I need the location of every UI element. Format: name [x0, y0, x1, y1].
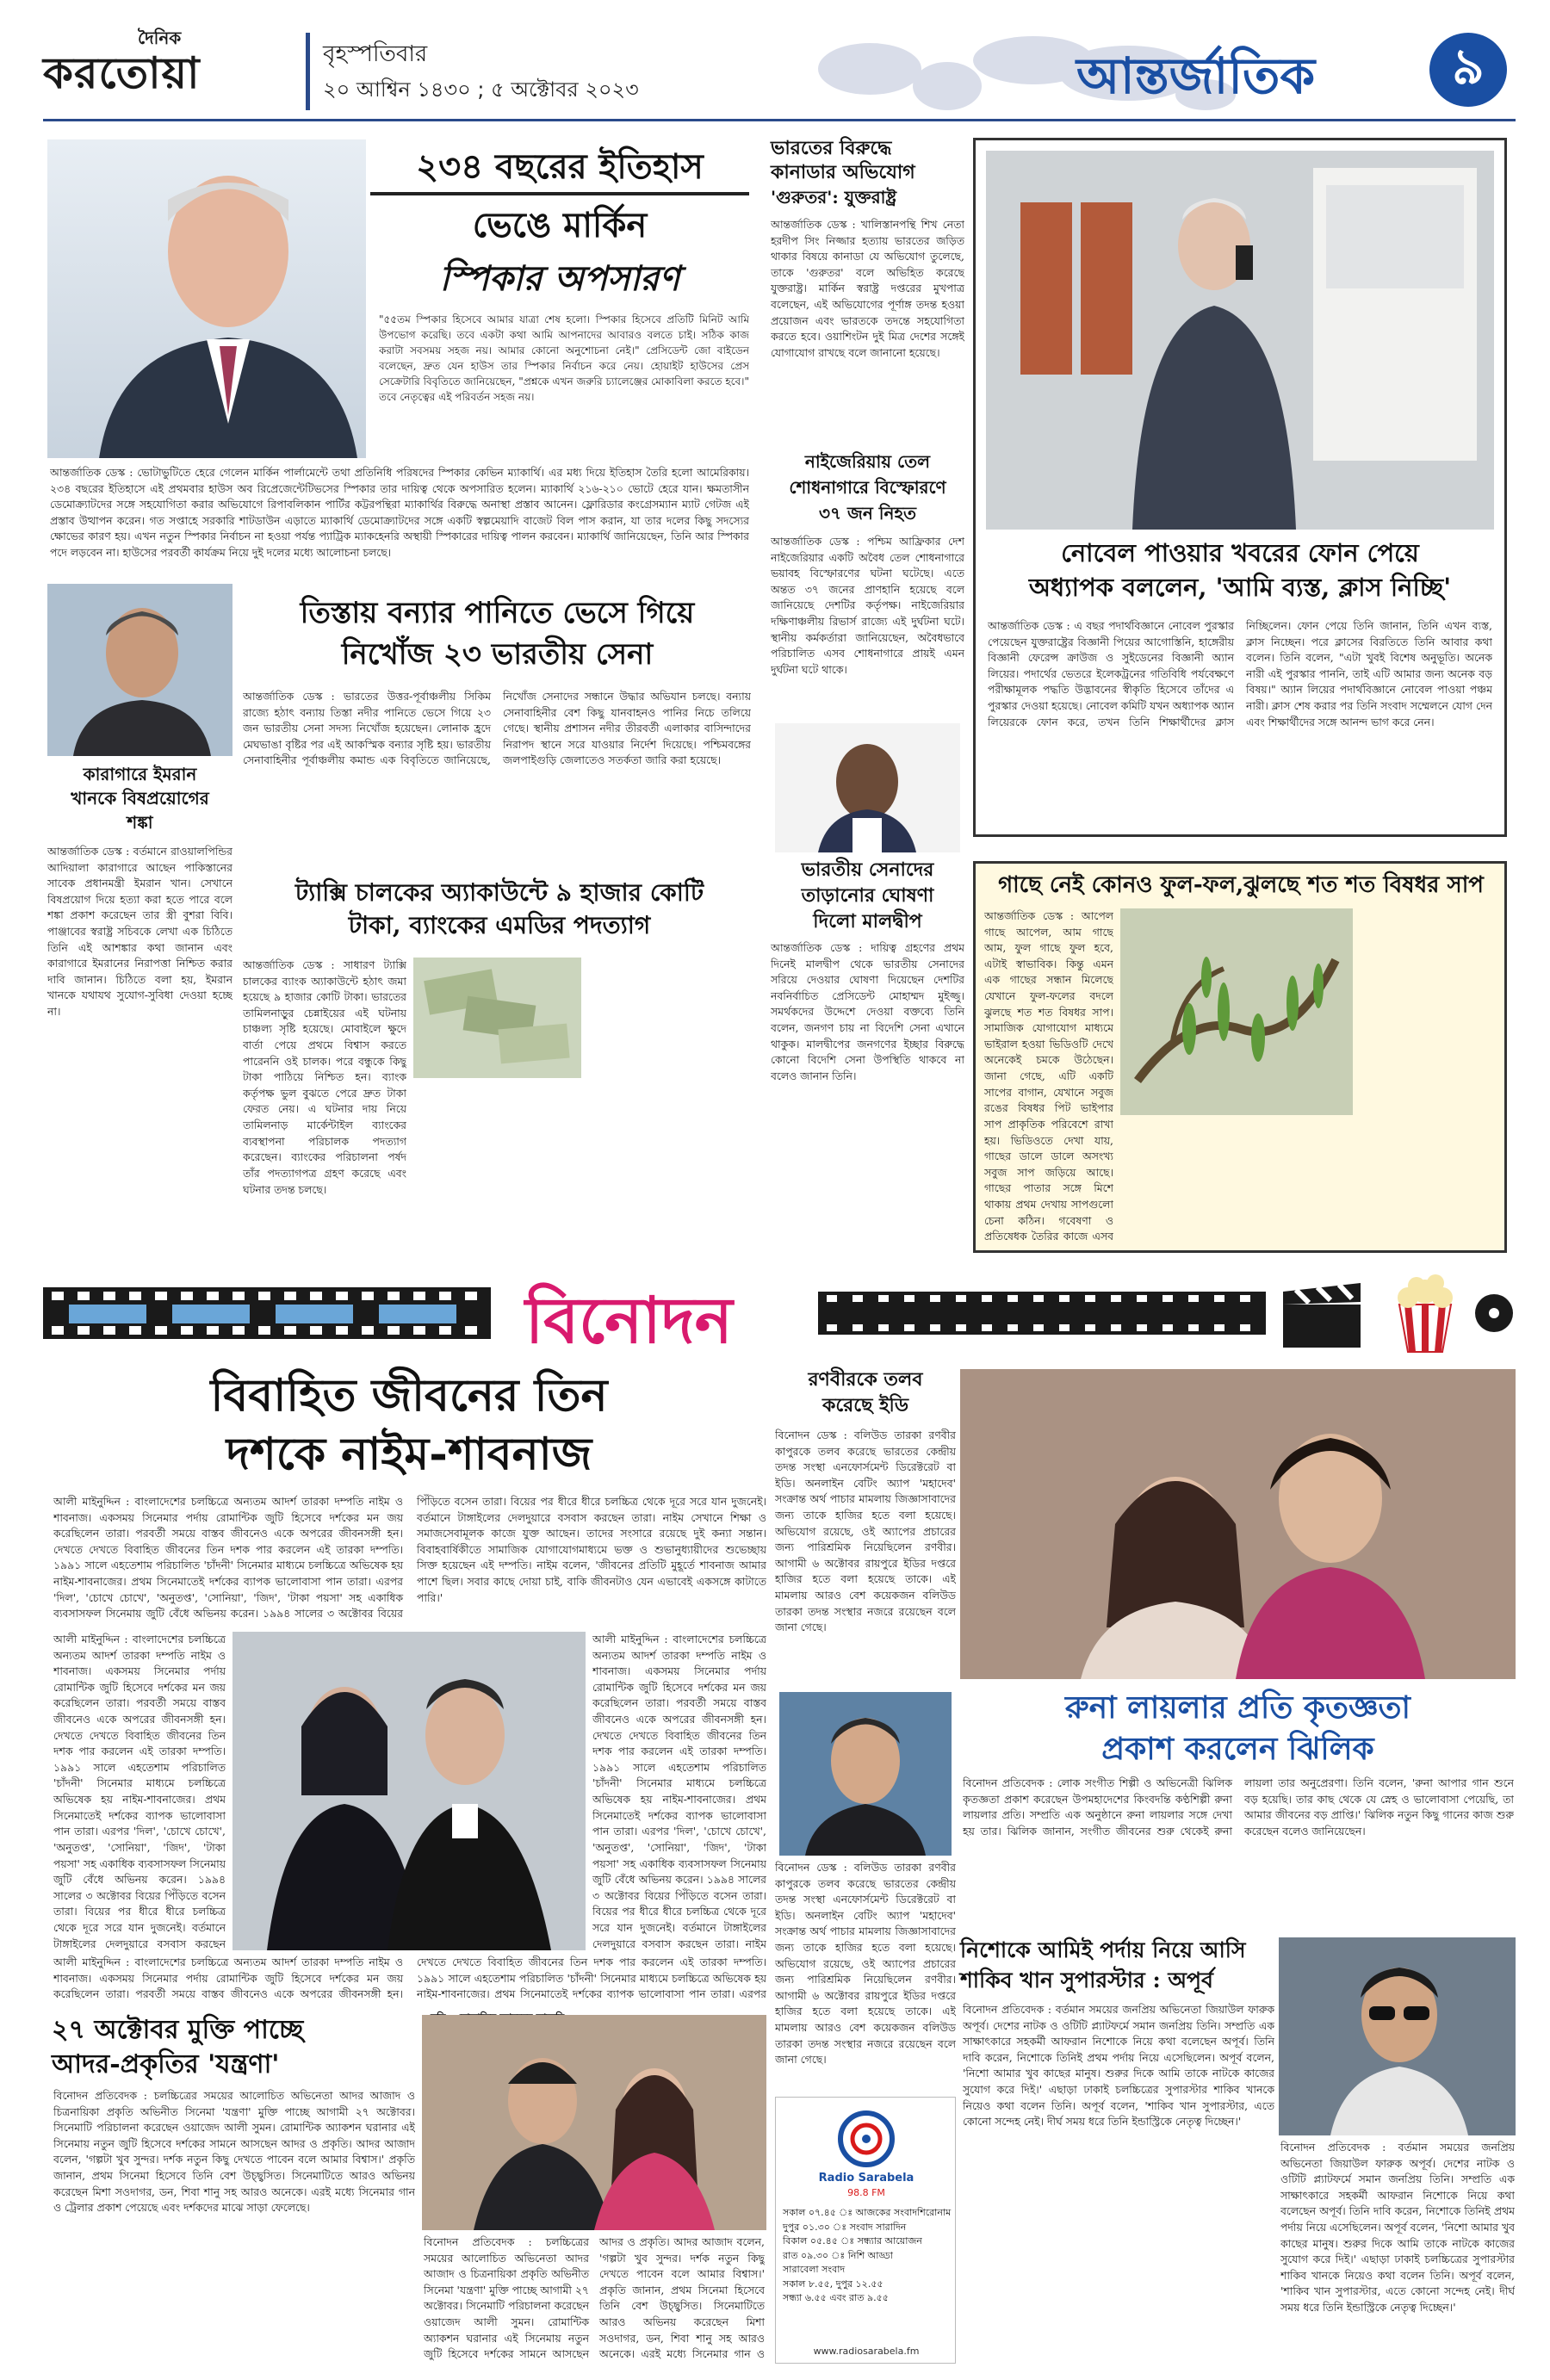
naim-body-left: আলী মাইনুদ্দিন : বাংলাদেশের চলচ্চিত্রে অন্যতম আদর্শ তারকা দম্পতি নাইম ও শাবনাজ। একসময় সিনেমার পর্দায় রোমান্টিক জুটি হিসেবে দর্শকের মন জয় করেছিলেন তারা। পরবর্তী সময়ে বাস্তব জীবনেও একে অপরের জীবনসঙ্গী হন। দেখতে দেখতে বিবাহিত জীবনের তিন দশক পার করলেন এই তারকা দম্পতি। ১৯৯১ সালে এহতেশাম পরিচালিত 'চাঁদনী' সিনেমার মাধ্যমে চলচ্চিত্রে অভিষেক হয় নাইম-শাবনাজের। প্রথম সিনেমাতেই দর্শকের ব্যাপক ভালোবাসা পান তারা। এরপর 'দিল', 'চোখে চোখে', 'অনুতপ্ত', 'সোনিয়া', 'জিদ', 'টাকা পয়সা' সহ একাধিক ব্যবসাসফল সিনেমায় জুটি বেঁধে অভিনয় করেন। ১৯৯৪ সালের ৩ অক্টোবর বিয়ের পিঁড়িতে বসেন তারা। বিয়ের পর ধীরে ধীরে চলচ্চিত্র থেকে দূরে সরে যান দুজনেই। বর্তমানে টাঙ্গাইলের দেলদুয়ারে বসবাস করছেন তারা। নাইম সেখানে শিক্ষা ও সমাজসেবামূলক কাজে যুক্ত আছেন। তাদের সংসারে রয়েছে দুই কন্যা সন্তান। বিবাহবার্ষিকীতে সামাজিক যোগাযোগমাধ্যমে ভক্ত ও শুভানুধ্যায়ীদের শুভেচ্ছায় সিক্ত হয়েছেন এই দম্পতি। নাইম বলেন, 'জীবনের প্রতিটি মুহূর্তে শাবনাজ আমার পাশে ছিল। সবার কাছে দোয়া চাই, বাকি জীবনটাও যেন এভাবেই একসঙ্গে কাটাতে পারি।' — [53, 1495, 766, 1621]
clapperboard-icon — [1274, 1274, 1369, 1352]
jontrona-body-continued — [424, 2234, 765, 2364]
naim-headline-2: দশকে নাইম-শাবনাজ — [226, 1428, 592, 1480]
maldives-headline-2: তাড়ানোর ঘোষণা — [801, 884, 934, 907]
runa-headline-1: রুনা লায়লার প্রতি কৃতজ্ঞতা — [1065, 1689, 1410, 1726]
apurba-photo — [1279, 1937, 1516, 2135]
runa-headline-2: প্রকাশ করলেন ঝিলিক — [1101, 1731, 1374, 1767]
bank-headline-1: ট্যাক্সি চালকের অ্যাকাউন্টে ৯ হাজার কোটি — [294, 878, 704, 907]
apurba-headline-1: নিশোকে আমিই পর্দায় নিয়ে আসি — [960, 1937, 1246, 1962]
imran-headline-1: কারাগারে ইমরান — [83, 764, 197, 784]
teesta-headline-2: নিখোঁজ ২৩ ভারতীয় সেনা — [341, 637, 654, 672]
maldives-body: আন্তর্জাতিক ডেস্ক : দায়িত্ব গ্রহণের প্রথম দিনেই মালদ্বীপ থেকে ভারতীয় সেনাদের সরিয়ে দেওয়ার ঘোষণা দিয়েছেন দেশটির নবনির্বাচিত প্রেসিডেন্ট মোহাম্মদ মুইজ্জু। সমর্থকদের উদ্দেশে দেওয়া বক্তব্যে তিনি বলেন, জনগণ চায় না বিদেশি সেনা এখানে থাকুক। মালদ্বীপের জনগণের ইচ্ছার বিরুদ্ধে কোনো বিদেশি সেনা উপস্থিতি থাকবে না বলেও জানান তিনি। — [771, 941, 964, 1082]
nobel-headline-1: নোবেল পাওয়ার খবরের ফোন পেয়ে — [1061, 538, 1419, 567]
teesta-headline-1: তিস্তায় বন্যার পানিতে ভেসে গিয়ে — [300, 596, 695, 630]
snake-story-box — [973, 861, 1507, 1253]
film-strip-left — [43, 1287, 491, 1339]
lead-headline-2: ভেঙে মার্কিন — [472, 205, 648, 245]
apurba-body-cont-text: বিনোদন প্রতিবেদক : বর্তমান সময়ের জনপ্রিয় অভিনেতা জিয়াউল ফারুক অপূর্ব। দেশের নাটক ও ওটিটি প্ল্যাটফর্মে সমান জনপ্রিয় তিনি। সম্প্রতি এক সাক্ষাৎকারে সহকর্মী আফরান নিশোকে নিয়ে কথা বলেছেন অপূর্ব। তিনি দাবি করেন, নিশোকে তিনিই প্রথম পর্দায় নিয়ে এসেছিলেন। অপূর্ব বলেন, 'নিশো আমার খুব কাছের মানুষ। শুরুর দিকে আমি তাকে নাটকে কাজের সুযোগ করে দিই।' এছাড়া ঢাকাই চলচ্চিত্রের সুপারস্টার শাকিব খানকে নিয়েও কথা বলেন তিনি। অপূর্ব বলেন, 'শাকিব খান সুপারস্টার, এতে কোনো সন্দেহ নেই। দীর্ঘ সময় ধরে তিনি ইন্ডাস্ট্রিকে নেতৃত্ব দিচ্ছেন।' — [1280, 2141, 1515, 2315]
apurba-headline-2: শাকিব খান সুপারস্টার : অপূর্ব — [960, 1968, 1213, 1993]
imran-portrait — [47, 584, 232, 756]
logo-top-text: দৈনিক — [138, 28, 182, 48]
money-photo — [413, 958, 581, 1078]
radio-name: Radio Sarabela — [818, 2172, 914, 2185]
snake-headline: গাছে নেই কোনও ফুল-ফল,ঝুলছে শত শত বিষধর সাপ — [998, 872, 1484, 898]
runa-jhilik-illustration — [960, 1369, 1516, 1679]
maldives-headline-3: দিলো মালদ্বীপ — [813, 910, 922, 933]
naim-body-continued-3: আলী মাইনুদ্দিন : বাংলাদেশের চলচ্চিত্রে অন্যতম আদর্শ তারকা দম্পতি নাইম ও শাবনাজ। একসময় সিনেমার পর্দায় রোমান্টিক জুটি হিসেবে দর্শকের মন জয় করেছিলেন তারা। পরবর্তী সময়ে বাস্তব জীবনেও একে অপরের জীবনসঙ্গী হন। দেখতে দেখতে বিবাহিত জীবনের তিন দশক পার করলেন এই তারকা দম্পতি। ১৯৯১ সালে এহতেশাম পরিচালিত 'চাঁদনী' সিনেমার মাধ্যমে চলচ্চিত্রে অভিষেক হয় নাইম-শাবনাজের। প্রথম সিনেমাতেই দর্শকের ব্যাপক ভালোবাসা পান তারা। এরপর — [53, 1955, 766, 2001]
page-number: ৯ — [1452, 36, 1485, 96]
ranbir-body-continued — [775, 1860, 956, 2092]
snake-tree-photo — [1120, 908, 1353, 1115]
teesta-body: আন্তর্জাতিক ডেস্ক : ভারতের উত্তর-পূর্বাঞ্চলীয় সিকিম রাজ্যে হঠাৎ বন্যায় তিস্তা নদীর পানিতে ভেসে গিয়ে ২৩ জন ভারতীয় সেনা সদস্য নিখোঁজ হয়েছেন। লোনাক হ্রদে মেঘভাঙা বৃষ্টির পর এই আকস্মিক বন্যার সৃষ্টি হয়। ভারতীয় সেনাবাহিনীর পূর্বাঞ্চলীয় কমান্ড এক বিবৃতিতে জানিয়েছে, নিখোঁজ সেনাদের সন্ধানে উদ্ধার অভিযান চলছে। বন্যায় সেনাবাহিনীর বেশ কিছু যানবাহনও পানির নিচে তলিয়ে গেছে। স্থানীয় প্রশাসন নদীর তীরবর্তী এলাকার বাসিন্দাদের নিরাপদ স্থানে সরে যাওয়ার নির্দেশ দিয়েছে। পশ্চিমবঙ্গের জলপাইগুড়ি জেলাতেও সতর্কতা জারি করা হয়েছে। — [243, 690, 751, 767]
film-reel-icon — [1472, 1283, 1516, 1343]
apurba-portrait — [1279, 1937, 1516, 2135]
professor-on-phone-illustration — [986, 151, 1494, 530]
section-title: আন্তর্জাতিক — [1076, 46, 1316, 105]
canada-headline-2: কানাডার অভিযোগ — [771, 161, 915, 183]
logo — [43, 26, 301, 108]
lead-quote: "৫৫তম স্পিকার হিসেবে আমার যাত্রা শেষ হলো। স্পিকার হিসেবে প্রতিটি মিনিট আমি উপভোগ করেছি। তবে একটা কথা আমি আপনাদের আবারও বলতে চাই। সঠিক কাজ করাটা সবসময় সহজ নয়। আমার কোনো অনুশোচনা নেই।" প্রেসিডেন্ট জো বাইডেন বলেছেন, দ্রুত যেন হাউস তার স্পিকার নির্বাচন করে নেয়। হোয়াইট হাউসের প্রেস সেক্রেটারি বিবৃতিতে জানিয়েছেন, "প্রশ্নকে এখন জরুরি চ্যালেঞ্জের মোকাবিলা করতে হবে।" তবে নেতৃত্বের এই পরিবর্তন সহজ নয়। — [379, 313, 749, 403]
naim-shabnaz-photo — [232, 1632, 586, 1950]
nigeria-headline-2: শোধনাগারে বিস্ফোরণে — [789, 477, 946, 498]
couple-illustration — [232, 1632, 586, 1950]
jontrona-body: বিনোদন প্রতিবেদক : চলচ্চিত্রের সময়ের আলোচিত অভিনেতা আদর আজাদ ও চিত্রনায়িকা প্রকৃতি অভিনীত সিনেমা 'যন্ত্রণা' মুক্তি পাচ্ছে আগামী ২৭ অক্টোবর। সিনেমাটি পরিচালনা করেছেন ওয়াজেদ আলী সুমন। রোমান্টিক অ্যাকশন ঘরানার এই সিনেমায় নতুন জুটি হিসেবে দর্শকের সামনে আসছেন আদর ও প্রকৃতি। আদর আজাদ বলেন, 'গল্পটা খুব সুন্দর। দর্শক নতুন কিছু দেখতে পাবেন বলে আমার বিশ্বাস।' প্রকৃতি জানান, প্রথম সিনেমা হিসেবে তিনি বেশ উচ্ছ্বসিত। সিনেমাটিতে আরও অভিনয় করেছেন মিশা সওদাগর, ডন, শিবা শানু সহ আরও অনেকে। এরই মধ্যে সিনেমার গান ও ট্রেলার প্রকাশ পেয়েছে এবং দর্শকদের মাঝে সাড়া ফেলেছে। — [53, 2089, 415, 2215]
radio-logo-icon — [823, 2104, 909, 2173]
naim-body-continued-2: আলী মাইনুদ্দিন : বাংলাদেশের চলচ্চিত্রে অন্যতম আদর্শ তারকা দম্পতি নাইম ও শাবনাজ। একসময় সিনেমার পর্দায় রোমান্টিক জুটি হিসেবে দর্শকের মন জয় করেছিলেন তারা। পরবর্তী সময়ে বাস্তব জীবনেও একে অপরের জীবনসঙ্গী হন। দেখতে দেখতে বিবাহিত জীবনের তিন দশক পার করলেন এই তারকা দম্পতি। ১৯৯১ সালে এহতেশাম পরিচালিত 'চাঁদনী' সিনেমার মাধ্যমে চলচ্চিত্রে অভিষেক হয় নাইম-শাবনাজের। প্রথম সিনেমাতেই দর্শকের ব্যাপক ভালোবাসা পান তারা। এরপর 'দিল', 'চোখে চোখে', 'অনুতপ্ত', 'সোনিয়া', 'জিদ', 'টাকা পয়সা' সহ একাধিক ব্যবসাসফল সিনেমায় জুটি বেঁধে অভিনয় করেন। ১৯৯৪ সালের ৩ অক্টোবর বিয়ের পিঁড়িতে বসেন তারা। বিয়ের পর ধীরে ধীরে চলচ্চিত্র থেকে দূরে সরে যান দুজনেই। বর্তমানে টাঙ্গাইলের দেলদুয়ারে বসবাস করছেন তারা। নাইম — [592, 1633, 766, 1950]
radio-url: www.radiosarabela.fm — [813, 2346, 920, 2357]
runa-jhilik-photo — [960, 1369, 1516, 1679]
lead-headline-1: ২৩৪ বছরের ইতিহাস — [370, 146, 749, 195]
ranbir-headline-2: করেছে ইডি — [822, 1394, 909, 1416]
apurba-body-continued — [1280, 2140, 1515, 2364]
bank-story-box — [241, 878, 758, 1257]
nobel-headline-2: অধ্যাপক বললেন, 'আমি ব্যস্ত, ক্লাস নিচ্ছি' — [1028, 573, 1452, 602]
snakes-on-tree-illustration — [1120, 908, 1353, 1115]
ranbir-body: বিনোদন ডেস্ক : বলিউড তারকা রণবীর কাপুরকে তলব করেছে ভারতের কেন্দ্রীয় তদন্ত সংস্থা এনফোর্সমেন্ট ডিরেক্টরেট বা ইডি। অনলাইন বেটিং অ্যাপ 'মহাদেব' সংক্রান্ত অর্থ পাচার মামলায় জিজ্ঞাসাবাদের জন্য তাকে হাজির হতে বলা হয়েছে। অভিযোগ রয়েছে, ওই অ্যাপের প্রচারের জন্য পারিশ্রমিক নিয়েছিলেন রণবীর। আগামী ৬ অক্টোবর রায়পুরে ইডির দপ্তরে হাজির হতে বলা হয়েছে তাকে। এই মামলায় আরও বেশ কয়েকজন বলিউড তারকা তদন্ত সংস্থার নজরে রয়েছেন বলে জানা গেছে। — [775, 1429, 956, 1634]
jontrona-headline-1: ২৭ অক্টোবর মুক্তি পাচ্ছে — [52, 2015, 304, 2045]
masthead — [43, 26, 1516, 129]
ranbir-headline-1: রণবীরকে তলব — [808, 1368, 923, 1391]
imran-body: আন্তর্জাতিক ডেস্ক : বর্তমানে রাওয়ালপিন্ডির আদিয়ালা কারাগারে আছেন পাকিস্তানের সাবেক প্রধানমন্ত্রী ইমরান খান। সেখানে বিষপ্রয়োগ দিয়ে হত্যা করা হতে পারে বলে শঙ্কা প্রকাশ করেছেন তার স্ত্রী বুশরা বিবি। পাঞ্জাবের স্বরাষ্ট্র সচিবকে লেখা এক চিঠিতে তিনি এই আশঙ্কার কথা জানান এবং কারাগারে ইমরানের নিরাপত্তা নিশ্চিত করার দাবি জানান। চিঠিতে বলা হয়, ইমরান খানকে যথাযথ সুযোগ-সুবিধা দেওয়া হচ্ছে না। — [47, 845, 232, 1019]
masthead-divider — [306, 33, 310, 110]
adar-prokriti-illustration — [422, 2015, 766, 2230]
binodon-banner — [43, 1266, 1516, 1360]
popcorn-icon — [1386, 1270, 1464, 1356]
apurba-body: বিনোদন প্রতিবেদক : বর্তমান সময়ের জনপ্রিয় অভিনেতা জিয়াউল ফারুক অপূর্ব। দেশের নাটক ও ওটিটি প্ল্যাটফর্মে সমান জনপ্রিয় তিনি। সম্প্রতি এক সাক্ষাৎকারে সহকর্মী আফরান নিশোকে নিয়ে কথা বলেছেন অপূর্ব। তিনি দাবি করেন, নিশোকে তিনিই প্রথম পর্দায় নিয়ে এসেছিলেন। অপূর্ব বলেন, 'নিশো আমার খুব কাছের মানুষ। শুরুর দিকে আমি তাকে নাটকে কাজের সুযোগ করে দিই।' এছাড়া ঢাকাই চলচ্চিত্রের সুপারস্টার শাকিব খানকে নিয়েও কথা বলেন তিনি। অপূর্ব বলেন, 'শাকিব খান সুপারস্টার, এতে কোনো সন্দেহ নেই। দীর্ঘ সময় ধরে তিনি ইন্ডাস্ট্রিকে নেতৃত্ব দিচ্ছেন।' — [963, 2003, 1274, 2129]
nigeria-headline-1: নাইজেরিয়ায় তেল — [804, 451, 931, 472]
naim-body-right-col — [53, 1632, 226, 1950]
maldives-president-photo — [775, 723, 960, 852]
nigeria-body: আন্তর্জাতিক ডেস্ক : পশ্চিম আফ্রিকার দেশ নাইজেরিয়ার একটি অবৈধ তেল শোধনাগারে ভয়াবহ বিস্ফোরণের ঘটনা ঘটেছে। এতে অন্তত ৩৭ জনের প্রাণহানি হয়েছে বলে জানিয়েছে দেশটির কর্তৃপক্ষ। নাইজেরিয়ার দক্ষিণাঞ্চলীয় রিভার্স রাজ্যে এই দুর্ঘটনা ঘটে। স্থানীয় কর্মকর্তারা জানিয়েছেন, অবৈধভাবে পরিচালিত এসব শোধনাগারে প্রায়ই এমন দুর্ঘটনা ঘটে থাকে। — [771, 535, 964, 676]
naim-body-bottom — [53, 1955, 766, 2006]
snake-body: আন্তর্জাতিক ডেস্ক : আপেল গাছে আপেল, আম গাছে আম, ফুল গাছে ফুল হবে, এটাই স্বাভাবিক। কিন্তু এমন এক গাছের সন্ধান মিলেছে যেখানে ফুল-ফলের বদলে ঝুলছে শত শত বিষধর সাপ। সামাজিক যোগাযোগ মাধ্যমে ভাইরাল হওয়া ভিডিওটি দেখে অনেকেই চমকে উঠেছেন। জানা গেছে, এটি একটি সাপের বাগান, যেখানে সবুজ রঙের বিষধর পিট ভাইপার সাপ প্রাকৃতিক পরিবেশে রাখা হয়। ভিডিওতে দেখা যায়, গাছের ডালে ডালে অসংখ্য সবুজ সাপ জড়িয়ে আছে। গাছের পাতার সঙ্গে মিশে থাকায় প্রথম দেখায় সাপগুলো চেনা কঠিন। গবেষণা ও প্রতিষেধক তৈরির কাজে এসব — [984, 909, 1113, 1243]
portrait-illustration — [47, 139, 366, 458]
ranbir-body-cont-text: বিনোদন ডেস্ক : বলিউড তারকা রণবীর কাপুরকে তলব করেছে ভারতের কেন্দ্রীয় তদন্ত সংস্থা এনফোর্সমেন্ট ডিরেক্টরেট বা ইডি। অনলাইন বেটিং অ্যাপ 'মহাদেব' সংক্রান্ত অর্থ পাচার মামলায় জিজ্ঞাসাবাদের জন্য তাকে হাজির হতে বলা হয়েছে। অভিযোগ রয়েছে, ওই অ্যাপের প্রচারের জন্য পারিশ্রমিক নিয়েছিলেন রণবীর। আগামী ৬ অক্টোবর রায়পুরে ইডির দপ্তরে হাজির হতে বলা হয়েছে তাকে। এই মামলায় আরও বেশ কয়েকজন বলিউড তারকা তদন্ত সংস্থার নজরে রয়েছেন বলে জানা গেছে। — [775, 1861, 956, 2067]
lead-headline-3: স্পিকার অপসারণ — [439, 258, 680, 299]
radio-frequency: 98.8 FM — [847, 2187, 885, 2198]
masthead-underline — [43, 119, 1516, 121]
masthead-date: ২০ আশ্বিন ১৪৩০ ; ৫ অক্টোবর ২০২৩ — [323, 77, 639, 102]
jontrona-photo — [422, 2015, 766, 2230]
nobel-photo — [986, 151, 1494, 530]
film-strip-right — [818, 1292, 1266, 1335]
logo-main-text: করতোয়া — [43, 48, 201, 98]
imran-headline-2: খানকে বিষপ্রয়োগের — [71, 788, 209, 809]
jontrona-headline-2: আদর-প্রকৃতির 'যন্ত্রণা' — [52, 2049, 280, 2079]
lead-body: আন্তর্জাতিক ডেস্ক : ভোটাভুটিতে হেরে গেলেন মার্কিন পার্লামেন্টে তথা প্রতিনিধি পরিষদের স্পিকার কেভিন ম্যাকার্থি। এর মধ্য দিয়ে ইতিহাস তৈরি হলো আমেরিকায়। ২৩৪ বছরের ইতিহাসে এই প্রথমবার হাউস অব রিপ্রেজেন্টেটিভসের স্পিকার তার দায়িত্ব থেকে অপসারিত হলেন। ম্যাকার্থি ২১৬-২১০ ভোটে হেরে যান। ক্ষমতাসীন ডেমোক্র্যাটদের সঙ্গে সহযোগিতা করার অভিযোগে রিপাবলিকান পার্টির কট্টরপন্থিরা ম্যাকার্থির বিরুদ্ধে অনাস্থা প্রস্তাব আনেন। ফ্লোরিডার কংগ্রেসম্যান ম্যাট গেটজ এই প্রস্তাব উত্থাপন করেন। গত সপ্তাহে সরকারি শাটডাউন এড়াতে ম্যাকার্থি ডেমোক্র্যাটদের সঙ্গে একটি স্বল্পমেয়াদি বাজেট বিল পাস করান, যা তার দলের কিছু সদস্যের ক্ষোভের কারণ হয়। এখন নতুন স্পিকার নির্বাচন না হওয়া পর্যন্ত প্যাট্রিক ম্যাকহেনরি অস্থায়ী স্পিকারের দায়িত্ব পালন করবেন। ম্যাকার্থি জানিয়েছেন, তিনি আর স্পিকার পদে লড়বেন না। হাউসের পরবর্তী কার্যক্রম নিয়ে দুই দলের মধ্যে আলোচনা চলছে। — [50, 466, 749, 560]
bank-headline-2: টাকা, ব্যাংকের এমডির পদত্যাগ — [348, 911, 651, 939]
naim-body-far-right — [592, 1632, 766, 1950]
imran-photo — [47, 584, 232, 756]
nigeria-headline-3: ৩৭ জন নিহত — [819, 503, 916, 524]
naim-headline-1: বিবাহিত জীবনের তিন — [210, 1369, 608, 1422]
ranbir-photo — [779, 1692, 952, 1856]
ranbir-portrait — [779, 1692, 952, 1856]
nobel-story-box — [973, 138, 1507, 837]
masthead-day: বৃহস্পতিবার — [323, 41, 428, 67]
mccarthy-photo — [47, 139, 366, 458]
nobel-body: আন্তর্জাতিক ডেস্ক : এ বছর পদার্থবিজ্ঞানে নোবেল পুরস্কার পেয়েছেন যুক্তরাষ্ট্রের বিজ্ঞানী পিয়ের আগোস্তিনি, হাঙ্গেরীয় বিজ্ঞানী ফেরেন্স ক্রাউজ ও সুইডেনের বিজ্ঞানী অ্যান লিয়ের। পদার্থের ভেতরে ইলেকট্রনের গতিবিধি পর্যবেক্ষণে পরীক্ষামূলক পদ্ধতি উদ্ভাবনের স্বীকৃতি হিসেবে তাঁদের এ পুরস্কার দেওয়া হয়েছে। নোবেল কমিটি যখন অধ্যাপক অ্যান লিয়েরকে ফোন করে, তখন তিনি শিক্ষার্থীদের ক্লাস নিচ্ছিলেন। ফোন পেয়ে তিনি জানান, তিনি এখন ব্যস্ত, ক্লাস নিচ্ছেন। পরে ক্লাসের বিরতিতে তিনি আবার কথা বলেন। তিনি বলেন, "এটা খুবই বিশেষ অনুভূতি। অনেক নারী এই পুরস্কার পাননি, তাই এটি আমার জন্য অনেক বড় বিষয়।" অ্যান লিয়ের পদার্থবিজ্ঞানে নোবেল পাওয়া পঞ্চম নারী। ক্লাস শেষ করার পর তিনি সংবাদ সম্মেলনে যোগ দেন এবং শিক্ষার্থীদের সঙ্গে আনন্দ ভাগ করে নেন। — [988, 619, 1492, 728]
imran-headline-3: শঙ্কা — [127, 812, 153, 833]
muizzu-portrait — [775, 723, 960, 852]
bank-body: আন্তর্জাতিক ডেস্ক : সাধারণ ট্যাক্সি চালকের ব্যাংক অ্যাকাউন্টে হঠাৎ জমা হয়েছে ৯ হাজার কোটি টাকা। ভারতের তামিলনাড়ুর চেন্নাইয়ের এই ঘটনায় চাঞ্চল্য সৃষ্টি হয়েছে। মোবাইলে ক্ষুদে বার্তা পেয়ে প্রথমে বিশ্বাস করতে পারেননি ওই চালক। পরে বন্ধুকে কিছু টাকা পাঠিয়ে নিশ্চিত হন। ব্যাংক কর্তৃপক্ষ ভুল বুঝতে পেরে দ্রুত টাকা ফেরত নেয়। এ ঘটনার দায় নিয়ে তামিলনাড় মার্কেন্টাইল ব্যাংকের ব্যবস্থাপনা পরিচালক পদত্যাগ করেছেন। ব্যাংকের পরিচালনা পর্ষদ তাঁর পদত্যাগপত্র গ্রহণ করেছে এবং ঘটনার তদন্ত চলছে। — [243, 958, 406, 1196]
canada-body: আন্তর্জাতিক ডেস্ক : খালিস্তানপন্থি শিখ নেতা হরদীপ সিং নিজ্জার হত্যায় ভারতের জড়িত থাকার বিষয়ে কানাডা যে অভিযোগ তুলেছে, তাকে 'গুরুতর' বলে অভিহিত করেছে যুক্তরাষ্ট্র। মার্কিন স্বরাষ্ট্র দপ্তরের মুখপাত্র বলেছেন, এই অভিযোগের পূর্ণাঙ্গ তদন্ত হওয়া প্রয়োজন এবং ভারতকে তদন্তে সহযোগিতা করতে হবে। ওয়াশিংটন দুই মিত্র দেশের সঙ্গেই যোগাযোগ রাখছে বলে জানানো হয়েছে। — [771, 218, 964, 359]
canada-headline-3: 'গুরুতর': যুক্তরাষ্ট্র — [771, 187, 897, 208]
canada-headline-1: ভারতের বিরুদ্ধে — [771, 137, 892, 159]
page-number-badge — [1429, 33, 1507, 107]
radio-schedule: সকাল ০৭.৪৫ ঃ আজকের সংবাদশিরোনাম দুপুর ০১.৩০ ঃ সংবাদ সারাদিন বিকাল ০৫.৪৫ ঃ সন্ধ্যার আয়োজন রাত ০৯.৩০ ঃ নিশি আড্ডা সারাবেলা সংবাদ সকাল ৮.৫৫, দুপুর ১২.৫৫ সন্ধ্যা ৬.৫৫ এবং রাত ৯.৫৫ — [783, 2207, 952, 2303]
binodon-title: বিনোদন — [525, 1284, 733, 1358]
radio-ad — [775, 2097, 956, 2364]
maldives-headline-1: ভারতীয় সেনাদের — [801, 858, 934, 881]
naim-body-continued: আলী মাইনুদ্দিন : বাংলাদেশের চলচ্চিত্রে অন্যতম আদর্শ তারকা দম্পতি নাইম ও শাবনাজ। একসময় সিনেমার পর্দায় রোমান্টিক জুটি হিসেবে দর্শকের মন জয় করেছিলেন তারা। পরবর্তী সময়ে বাস্তব জীবনেও একে অপরের জীবনসঙ্গী হন। দেখতে দেখতে বিবাহিত জীবনের তিন দশক পার করলেন এই তারকা দম্পতি। ১৯৯১ সালে এহতেশাম পরিচালিত 'চাঁদনী' সিনেমার মাধ্যমে চলচ্চিত্রে অভিষেক হয় নাইম-শাবনাজের। প্রথম সিনেমাতেই দর্শকের ব্যাপক ভালোবাসা পান তারা। এরপর 'দিল', 'চোখে চোখে', 'অনুতপ্ত', 'সোনিয়া', 'জিদ', 'টাকা পয়সা' সহ একাধিক ব্যবসাসফল সিনেমায় জুটি বেঁধে অভিনয় করেন। ১৯৯৪ সালের ৩ অক্টোবর বিয়ের পিঁড়িতে বসেন তারা। বিয়ের পর ধীরে ধীরে চলচ্চিত্র থেকে দূরে সরে যান দুজনেই। বর্তমানে টাঙ্গাইলের দেলদুয়ারে বসবাস করছেন — [53, 1633, 226, 1950]
banknotes-illustration — [413, 958, 581, 1078]
jontrona-body-cont-text: বিনোদন প্রতিবেদক : চলচ্চিত্রের সময়ের আলোচিত অভিনেতা আদর আজাদ ও চিত্রনায়িকা প্রকৃতি অভিনীত সিনেমা 'যন্ত্রণা' মুক্তি পাচ্ছে আগামী ২৭ অক্টোবর। সিনেমাটি পরিচালনা করেছেন ওয়াজেদ আলী সুমন। রোমান্টিক অ্যাকশন ঘরানার এই সিনেমায় নতুন জুটি হিসেবে দর্শকের সামনে আসছেন আদর ও প্রকৃতি। আদর আজাদ বলেন, 'গল্পটা খুব সুন্দর। দর্শক নতুন কিছু দেখতে পাবেন বলে আমার বিশ্বাস।' প্রকৃতি জানান, প্রথম সিনেমা হিসেবে তিনি বেশ উচ্ছ্বসিত। সিনেমাটিতে আরও অভিনয় করেছেন মিশা সওদাগর, ডন, শিবা শানু সহ আরও অনেকে। এরই মধ্যে সিনেমার গান ও — [424, 2235, 765, 2361]
runa-body: বিনোদন প্রতিবেদক : লোক সংগীত শিল্পী ও অভিনেত্রী ঝিলিক কৃতজ্ঞতা প্রকাশ করেছেন উপমহাদেশের কিংবদন্তি কণ্ঠশিল্পী রুনা লায়লার প্রতি। সম্প্রতি এক অনুষ্ঠানে রুনা লায়লার সঙ্গে দেখা হয় তার। ঝিলিক জানান, সংগীত জীবনের শুরু থেকেই রুনা লায়লা তার অনুপ্রেরণা। তিনি বলেন, 'রুনা আপার গান শুনে বড় হয়েছি। তার কাছ থেকে যে স্নেহ ও ভালোবাসা পেয়েছি, তা আমার জীবনের বড় প্রাপ্তি।' ঝিলিক নতুন কিছু গানের কাজ শুরু করেছেন বলেও জানিয়েছেন। — [963, 1776, 1514, 1838]
